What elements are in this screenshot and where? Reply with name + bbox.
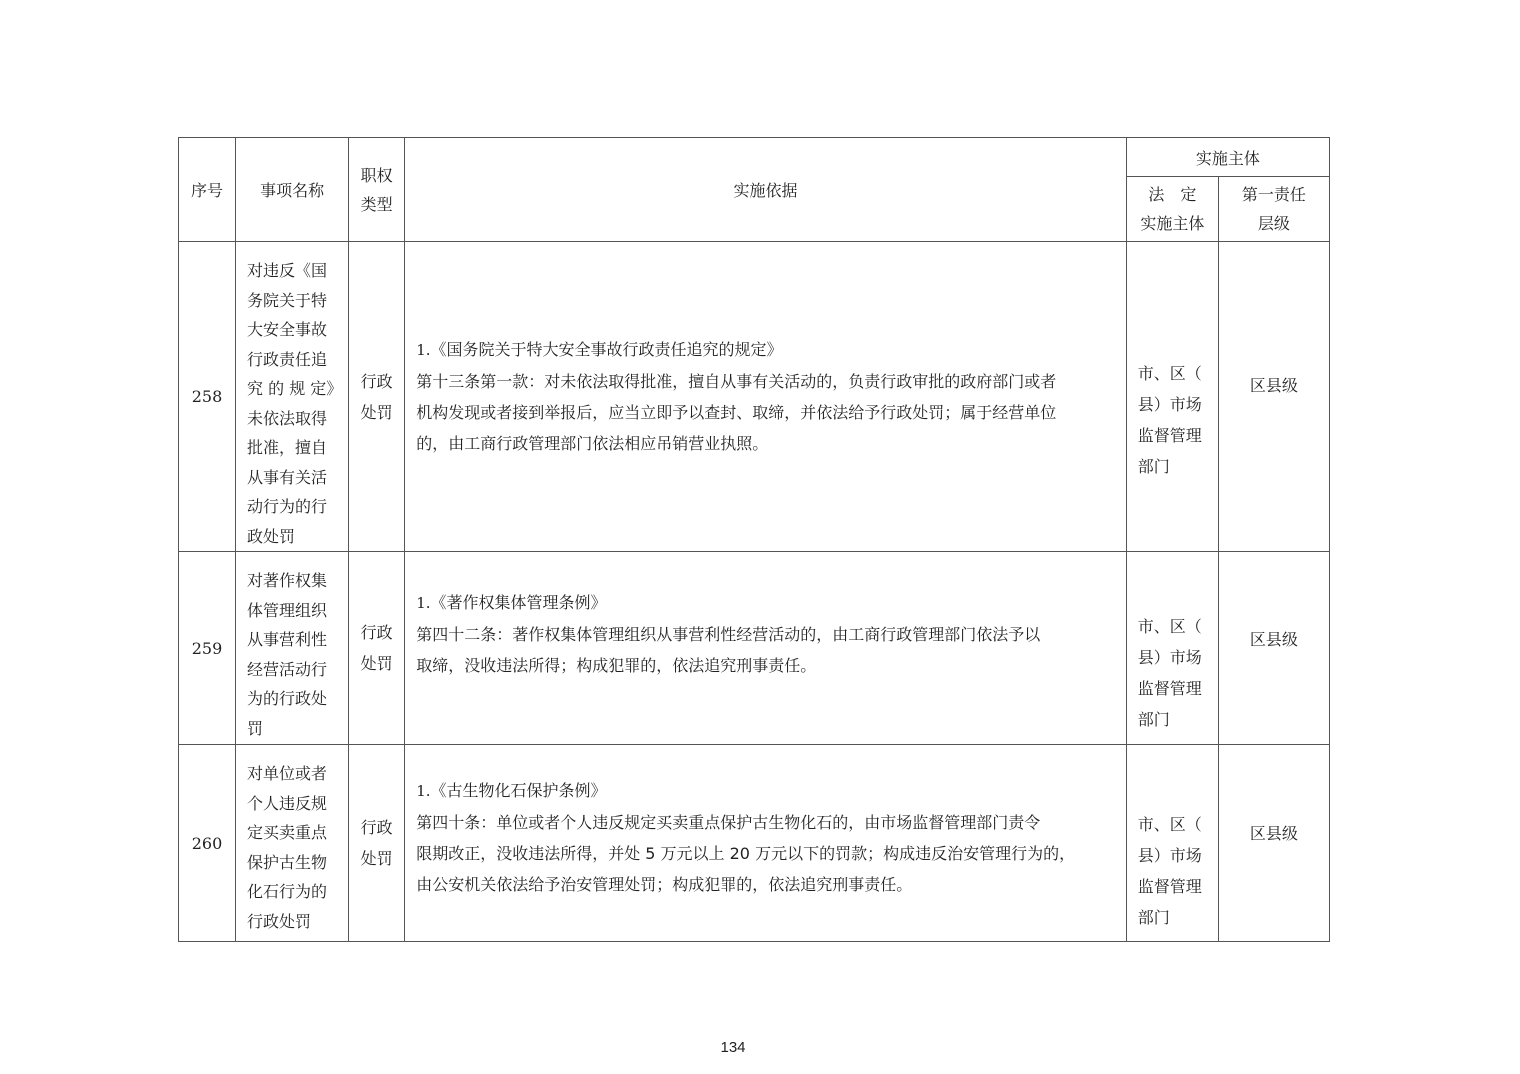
name-line: 从事营利性 (247, 630, 328, 649)
row-power-type (349, 745, 405, 942)
name-line: 行政处罚 (247, 911, 312, 931)
subject-line: 县）市场 (1137, 846, 1202, 865)
type-line: 行政 (360, 371, 393, 391)
row-seq: 258 (179, 242, 236, 552)
table-header (179, 138, 1330, 242)
row-seq: 260 (179, 745, 236, 942)
basis-reference (416, 775, 1116, 807)
name-line: 批准，擅自 (247, 438, 328, 457)
name-line: 对违反《国 (247, 261, 328, 280)
basis-ref-num: 1. (416, 781, 431, 800)
row-seq: 259 (179, 552, 236, 745)
type-line: 处罚 (360, 849, 393, 868)
name-line: 体管理组织 (247, 600, 328, 620)
header-item-name: 事项名称 (236, 138, 349, 242)
row-legal-subject (1126, 745, 1218, 942)
basis-line: 第四十二条：著作权集体管理组织从事营利性经营活动的，由工商行政管理部门依法予以 (416, 625, 1041, 644)
type-line: 处罚 (360, 402, 393, 422)
basis-ref-num: 1. (416, 594, 431, 612)
row-basis (405, 552, 1127, 745)
row-item-name (236, 242, 349, 552)
basis-line: 由公安机关依法给予治安管理处罚；构成犯罪的，依法追究刑事责任。 (416, 874, 913, 894)
row-first-level (1218, 745, 1329, 942)
header-legal-subject (1126, 177, 1218, 242)
name-line: 为的行政处 (247, 689, 328, 708)
subject-line: 市、区（ (1137, 363, 1202, 383)
row-power-type (349, 552, 405, 745)
subject-line: 监督管理 (1137, 425, 1202, 445)
row-legal-subject (1126, 552, 1218, 745)
name-line: 对单位或者 (247, 764, 328, 783)
name-line: 罚 (247, 718, 264, 738)
subject-block (1138, 312, 1214, 482)
subject-line: 监督管理 (1137, 679, 1202, 698)
name-line: 务院关于特 (247, 290, 328, 310)
subject-line: 县）市场 (1137, 394, 1202, 414)
subject-line: 部门 (1137, 908, 1170, 927)
basis-ref-title: 《国务院关于特大安全事故行政责任追究的规定》 (430, 340, 783, 359)
header-first-level-line1: 第一责任 (1241, 185, 1306, 204)
row-power-type (349, 242, 405, 552)
basis-line: 限期改正，没收违法所得，并处 5 万元以上 20 万元以下的罚款；构成违反治安管理行为的， (416, 843, 1076, 863)
basis-reference (416, 587, 1116, 619)
row-first-level (1218, 242, 1329, 552)
basis-block (416, 587, 1116, 681)
table-row (179, 552, 1330, 745)
basis-ref-title: 《著作权集体管理条例》 (430, 593, 607, 612)
header-basis: 实施依据 (405, 138, 1127, 242)
subject-block (1138, 753, 1214, 933)
basis-line: 机构发现或者接到举报后，应当立即予以查封、取缔，并依法给予行政处罚；属于经营单位 (416, 403, 1057, 422)
name-line: 经营活动行 (247, 659, 328, 679)
row-basis (405, 745, 1127, 942)
header-legal-subject-line2: 实施主体 (1140, 214, 1205, 233)
subject-block (1138, 561, 1214, 735)
name-line: 个人违反规 (247, 793, 328, 813)
type-line: 行政 (360, 623, 393, 642)
header-first-level-line2: 层级 (1257, 214, 1290, 233)
basis-line: 的，由工商行政管理部门依法相应吊销营业执照。 (416, 434, 769, 453)
header-power-type-line1: 职权 (360, 165, 393, 185)
subject-line: 部门 (1137, 456, 1170, 476)
type-line: 行政 (360, 818, 393, 837)
name-line: 化石行为的 (247, 882, 328, 901)
basis-ref-num: 1. (416, 341, 431, 359)
page-number: 134 (720, 1039, 746, 1056)
subject-line: 部门 (1137, 710, 1170, 729)
basis-ref-title: 《古生物化石保护条例》 (430, 780, 607, 800)
row-item-name (236, 745, 349, 942)
subject-line: 县）市场 (1137, 648, 1202, 667)
header-power-type (349, 138, 405, 242)
header-power-type-line2: 类型 (360, 194, 393, 214)
basis-line: 取缔，没收违法所得；构成犯罪的，依法追究刑事责任。 (416, 656, 817, 675)
header-seq: 序号 (179, 138, 236, 242)
name-line: 从事有关活 (247, 467, 328, 487)
name-line: 行政责任追 (247, 349, 328, 369)
name-line: 究 的 规 定》 (247, 379, 343, 398)
row-first-level (1218, 552, 1329, 745)
name-line: 定买卖重点 (247, 823, 328, 842)
level-text: 区县级 (1249, 376, 1298, 395)
basis-line: 第四十条：单位或者个人违反规定买卖重点保护古生物化石的，由市场监督管理部门责令 (416, 812, 1041, 832)
name-line: 动行为的行 (247, 497, 328, 516)
name-line: 对著作权集 (247, 571, 328, 590)
subject-line: 市、区（ (1137, 617, 1202, 636)
table-row (179, 745, 1330, 942)
name-line: 保护古生物 (247, 852, 328, 872)
subject-line: 市、区（ (1137, 815, 1202, 834)
table-row (179, 242, 1330, 552)
row-item-name (236, 552, 349, 745)
header-subject-group: 实施主体 (1126, 138, 1329, 177)
name-line: 未依法取得 (247, 408, 328, 428)
basis-reference (416, 334, 1116, 366)
subject-line: 监督管理 (1137, 877, 1202, 896)
level-text: 区县级 (1249, 630, 1298, 649)
level-text: 区县级 (1249, 824, 1298, 843)
basis-block (416, 775, 1116, 900)
name-line: 政处罚 (247, 526, 296, 546)
header-first-level (1218, 177, 1329, 242)
type-line: 处罚 (360, 654, 393, 673)
basis-line: 第十三条第一款：对未依法取得批准，擅自从事有关活动的，负责行政审批的政府部门或者 (416, 372, 1057, 391)
row-legal-subject (1126, 242, 1218, 552)
header-legal-subject-line1: 法 定 (1148, 185, 1197, 204)
authority-table (178, 137, 1330, 942)
row-basis (405, 242, 1127, 552)
name-line: 大安全事故 (247, 320, 328, 339)
